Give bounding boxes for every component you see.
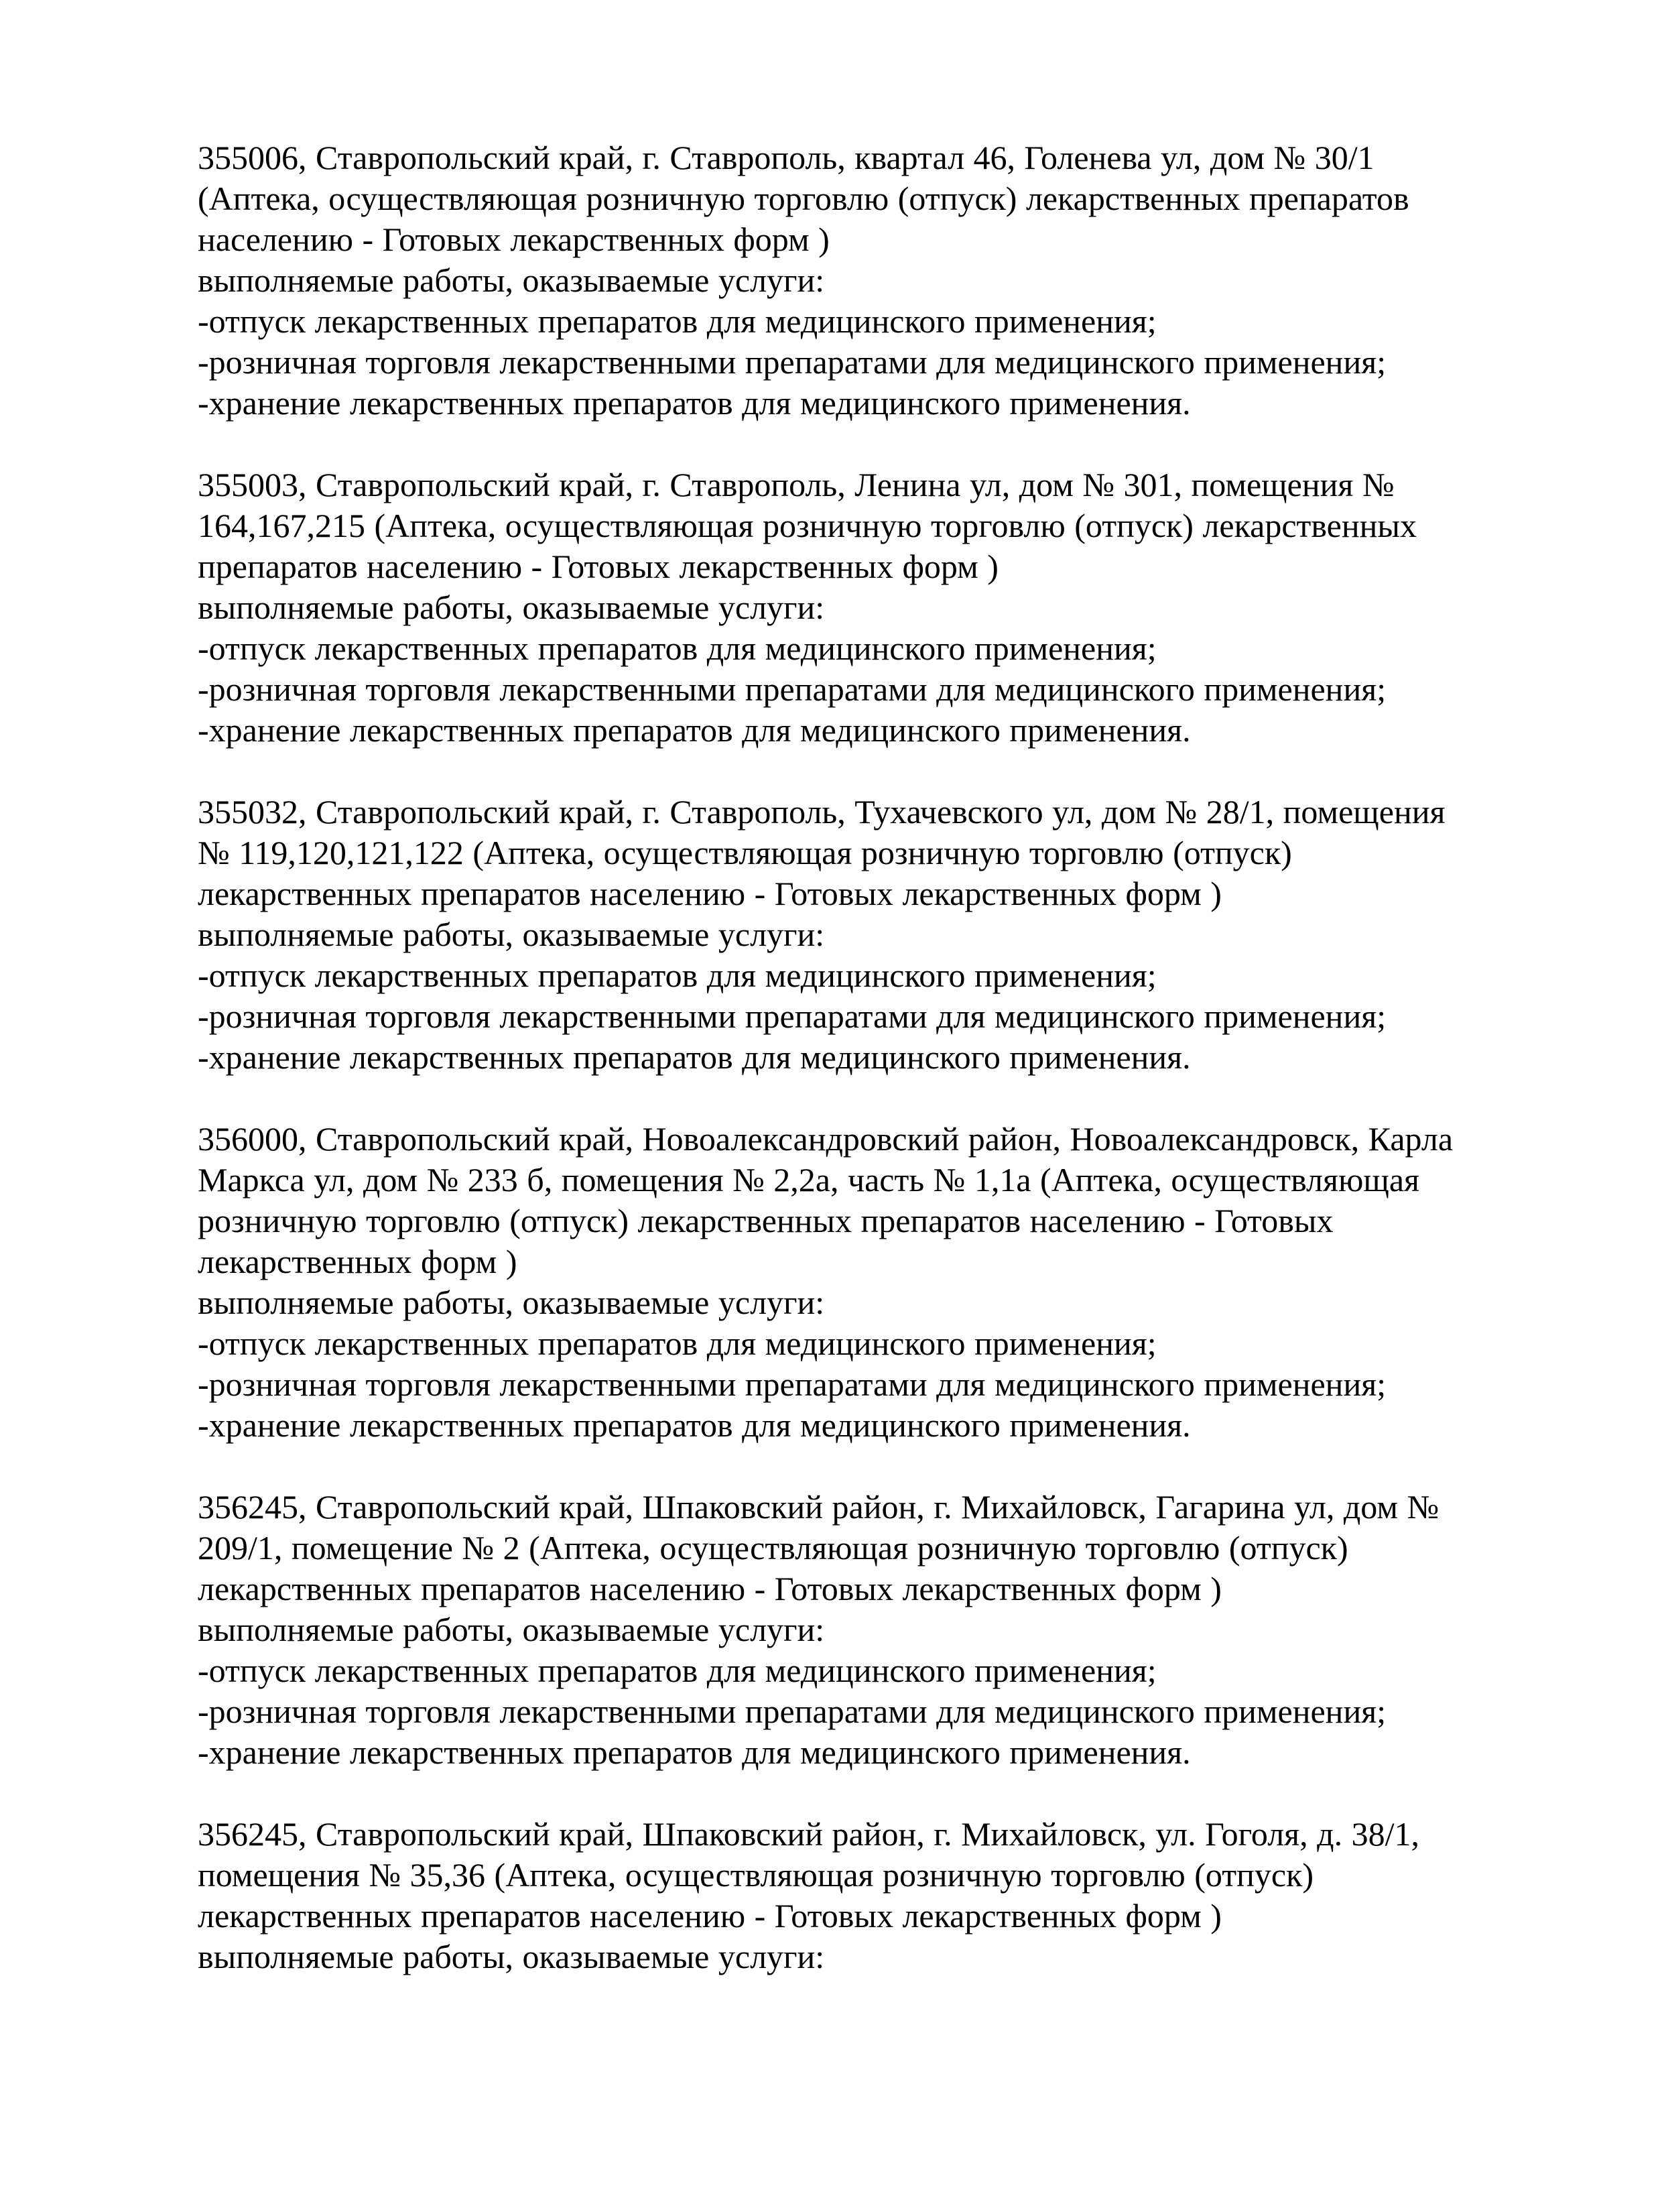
entry-address: 356245, Ставропольский край, Шпаковский район, г. Михайловск, ул. Гоголя, д. 38/1, помещения № 35,36 (Аптека, осуществляющая розничную торговлю (отпуск) лекарственных препаратов населению - Готовых лекарственных форм ) (198, 1815, 1419, 1934)
entry-address: 355006, Ставропольский край, г. Ставрополь, квартал 46, Голенева ул, дом № 30/1 (Аптека, осуществляющая розничную торговлю (отпуск) лекарственных препаратов населению - Готовых лекарственных форм ) (198, 139, 1409, 258)
works-services-label: выполняемые работы, оказываемые услуги: (198, 589, 825, 626)
service-item: -хранение лекарственных препаратов для медицинского применения. (198, 384, 1191, 422)
service-item: -розничная торговля лекарственными препаратами для медицинского применения; (198, 343, 1387, 381)
service-item: -хранение лекарственных препаратов для медицинского применения. (198, 1733, 1191, 1771)
works-services-label: выполняемые работы, оказываемые услуги: (198, 1611, 825, 1648)
license-entry (198, 137, 1484, 424)
service-item: -отпуск лекарственных препаратов для медицинского применения; (198, 957, 1157, 994)
license-entry (198, 465, 1484, 751)
entry-address: 355003, Ставропольский край, г. Ставрополь, Ленина ул, дом № 301, помещения № 164,167,215 (Аптека, осуществляющая розничную торговлю (отпуск) лекарственных препаратов населению - Готовых лекарственных форм ) (198, 466, 1417, 585)
entry-address: 356000, Ставропольский край, Новоалександровский район, Новоалександровск, Карла Маркса ул, дом № 233 б, помещения № 2,2а, часть № 1,1а (Аптека, осуществляющая розничную торговлю (отпуск) лекарственных препаратов населению - Готовых лекарственных форм ) (198, 1120, 1454, 1280)
service-item: -отпуск лекарственных препаратов для медицинского применения; (198, 1325, 1157, 1362)
service-item: -хранение лекарственных препаратов для медицинского применения. (198, 1038, 1191, 1076)
license-entry (198, 792, 1484, 1078)
entry-address: 355032, Ставропольский край, г. Ставрополь, Тухачевского ул, дом № 28/1, помещения № 119,120,121,122 (Аптека, осуществляющая розничную торговлю (отпуск) лекарственных препаратов населению - Готовых лекарственных форм ) (198, 793, 1446, 912)
works-services-label: выполняемые работы, оказываемые услуги: (198, 916, 825, 953)
license-entry (198, 1487, 1484, 1773)
service-item: -розничная торговля лекарственными препаратами для медицинского применения; (198, 670, 1387, 708)
service-item: -хранение лекарственных препаратов для медицинского применения. (198, 1406, 1191, 1444)
service-item: -отпуск лекарственных препаратов для медицинского применения; (198, 302, 1157, 340)
entry-address: 356245, Ставропольский край, Шпаковский район, г. Михайловск, Гагарина ул, дом № 209/1, помещение № 2 (Аптека, осуществляющая розничную торговлю (отпуск) лекарственных препаратов населению - Готовых лекарственных форм ) (198, 1488, 1440, 1607)
service-item: -хранение лекарственных препаратов для медицинского применения. (198, 711, 1191, 749)
license-entry (198, 1119, 1484, 1446)
service-item: -отпуск лекарственных препаратов для медицинского применения; (198, 629, 1157, 667)
works-services-label: выполняемые работы, оказываемые услуги: (198, 1284, 825, 1321)
service-item: -отпуск лекарственных препаратов для медицинского применения; (198, 1652, 1157, 1689)
works-services-label: выполняемые работы, оказываемые услуги: (198, 261, 825, 299)
service-item: -розничная торговля лекарственными препаратами для медицинского применения; (198, 997, 1387, 1035)
works-services-label: выполняемые работы, оказываемые услуги: (198, 1938, 825, 1975)
license-entry (198, 1814, 1484, 1977)
service-item: -розничная торговля лекарственными препаратами для медицинского применения; (198, 1365, 1387, 1403)
service-item: -розничная торговля лекарственными препаратами для медицинского применения; (198, 1693, 1387, 1730)
